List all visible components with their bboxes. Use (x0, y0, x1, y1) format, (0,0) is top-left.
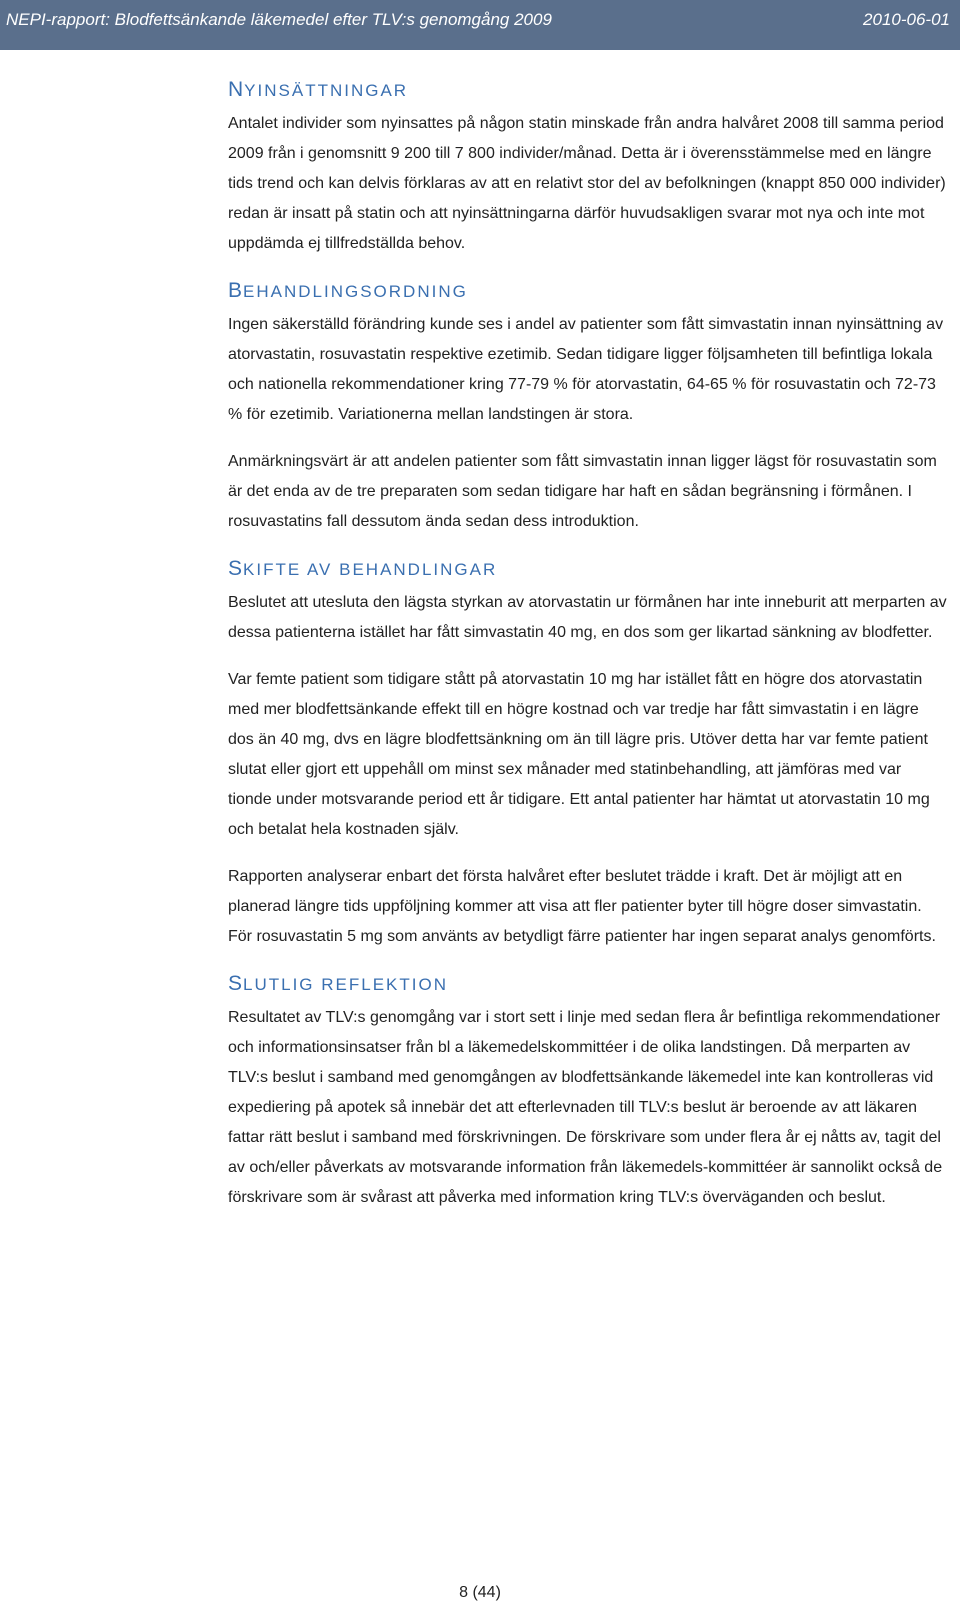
page-number: 8 (44) (459, 1584, 501, 1601)
paragraph: Var femte patient som tidigare stått på atorvastatin 10 mg har istället fått en högre dos atorvastatin med mer blodfettsänkande effekt till en högre kostnad och var tredje har fått simvastatin i en lägre dos än 40 mg, dvs en lägre blodfettsänkning om än till lägre pris. Utöver detta har var femte patient slutat eller gjort ett uppehåll om minst sex månader med statinbehandling, att jämföras med var tionde under motsvarande period ett år tidigare. Ett antal patienter har hämtat ut atorvastatin 10 mg och betalat hela kostnaden själv. (228, 671, 930, 838)
paragraph: Ingen säkerställd förändring kunde ses i andel av patienter som fått simvastatin innan nyinsättning av atorvastatin, rosuvastatin respektive ezetimib. Sedan tidigare ligger följsamheten till befintliga lokala och nationella rekommendationer kring 77-79 % för atorvastatin, 64-65 % för rosuvastatin och 72-73 % för ezetimib. Variationerna mellan landstingen är stora. (228, 316, 944, 423)
section-nyinsattningar (228, 75, 948, 259)
page-header (0, 0, 960, 50)
section-heading: SLUTLIG REFLEKTION (228, 972, 448, 995)
report-title: NEPI-rapport: Blodfettsänkande läkemedel efter TLV:s genomgång 2009 (6, 10, 552, 29)
report-date: 2010-06-01 (863, 10, 950, 29)
section-skifte-av-behandlingar (228, 554, 948, 952)
section-slutlig-reflektion (228, 969, 948, 1213)
paragraph: Resultatet av TLV:s genomgång var i stort sett i linje med sedan flera år befintliga rekommendationer och informationsinsatser från bl a läkemedelskommittéer i de olika landstingen. Då merparten av TLV:s beslut i samband med genomgången av blodfettsänkande läkemedel inte kan kontrolleras vid expediering på apotek så innebär det att efterlevnaden till TLV:s beslut är beroende av att läkaren fattar rätt beslut i samband med förskrivningen. De förskrivare som under flera år ej nåtts av, tagit del av och/eller påverkats av motsvarande information från läkemedels-kommittéer är sannolikt också de förskrivare som är svårast att påverka med information kring TLV:s överväganden och beslut. (228, 1009, 943, 1206)
section-heading: NYINSÄTTNINGAR (228, 78, 409, 101)
paragraph: Anmärkningsvärt är att andelen patienter som fått simvastatin innan ligger lägst för rosuvastatin som är det enda av de tre preparaten som sedan tidigare har haft en sådan begränsning i förmånen. I rosuvastatins fall dessutom ända sedan dess introduktion. (228, 453, 937, 530)
section-behandlingsordning (228, 276, 948, 537)
section-heading: BEHANDLINGSORDNING (228, 279, 468, 302)
document-body (228, 75, 948, 1213)
paragraph: Rapporten analyserar enbart det första halvåret efter beslutet trädde i kraft. Det är möjligt att en planerad längre tids uppföljning kommer att visa att fler patienter byter till högre doser simvastatin. För rosuvastatin 5 mg som använts av betydligt färre patienter har ingen separat analys genomförts. (228, 868, 936, 945)
paragraph: Beslutet att utesluta den lägsta styrkan av atorvastatin ur förmånen har inte inneburit att merparten av dessa patienterna istället har fått simvastatin 40 mg, en dos som ger likartad sänkning av blodfetter. (228, 594, 947, 641)
section-heading: SKIFTE AV BEHANDLINGAR (228, 557, 498, 580)
paragraph: Antalet individer som nyinsattes på någon statin minskade från andra halvåret 2008 till samma period 2009 från i genomsnitt 9 200 till 7 800 individer/månad. Detta är i överensstämmelse med en längre tids trend och kan delvis förklaras av att en relativt stor del av befolkningen (knappt 850 000 individer) redan är insatt på statin och att nyinsättningarna därför huvudsakligen svarar mot nya och inte mot uppdämda ej tillfredställda behov. (228, 115, 946, 252)
